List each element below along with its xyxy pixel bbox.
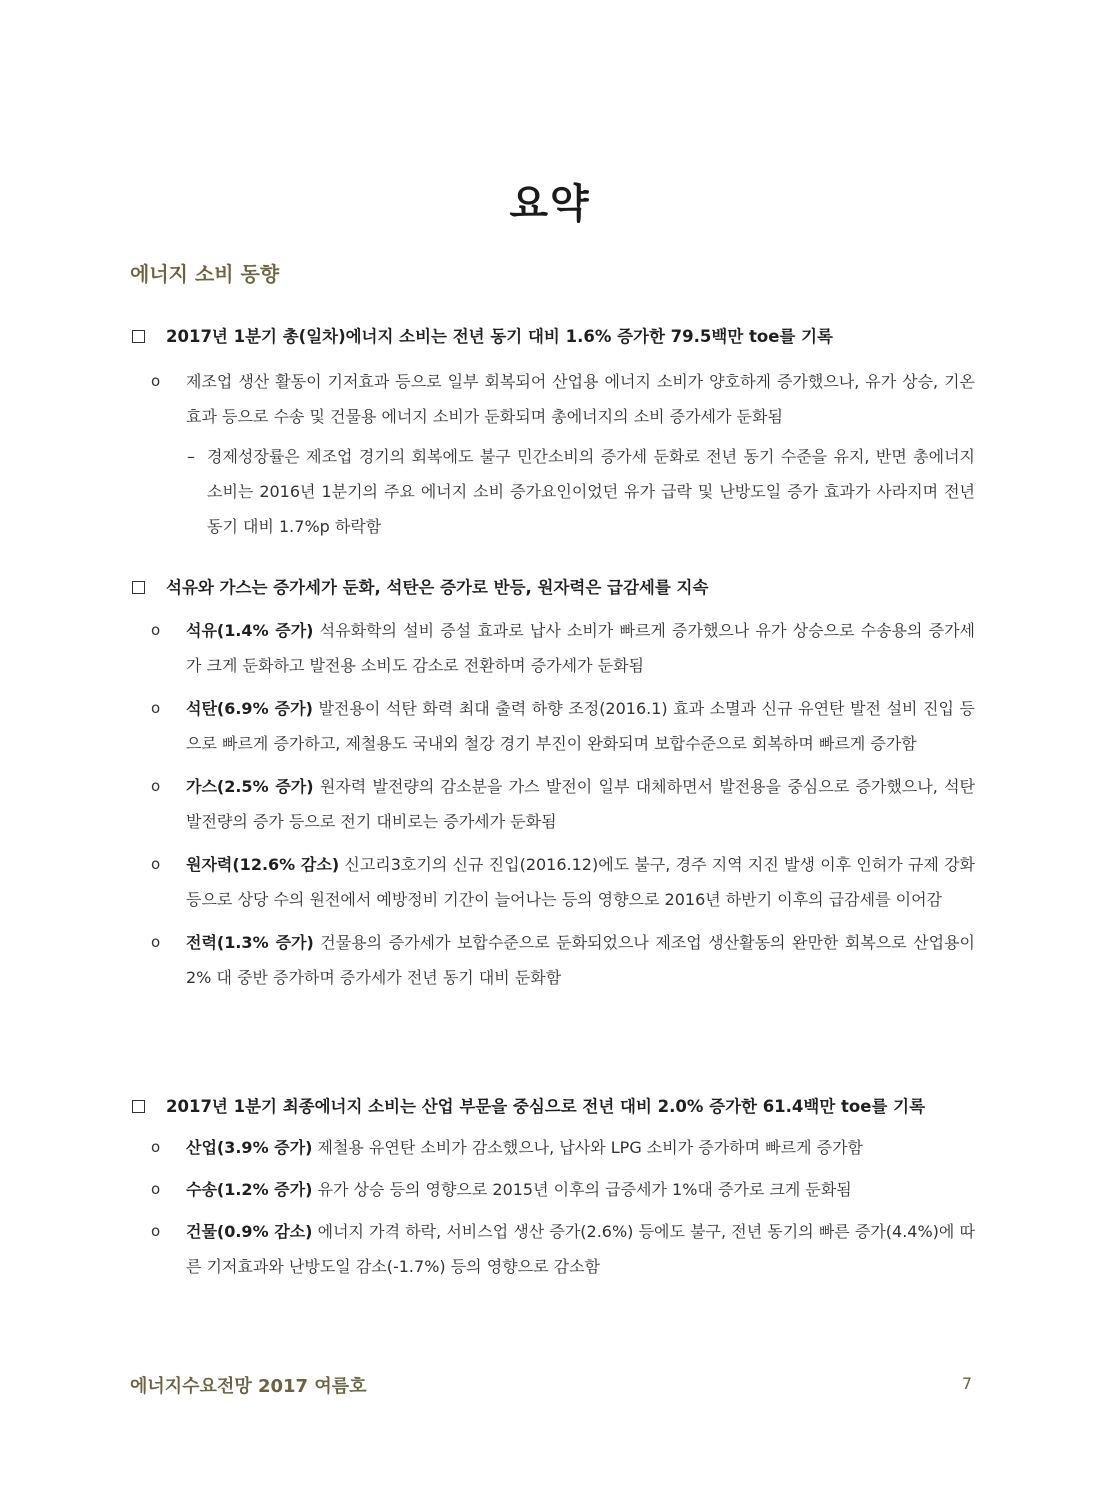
list-item-label: 석유(1.4% 증가) — [186, 621, 314, 640]
list-item — [130, 691, 975, 761]
list-item-text: 발전용이 석탄 화력 최대 출력 하향 조정(2016.1) 효과 소멸과 신규 유연탄 발전 설비 진입 등으로 빠르게 증가하고, 제철용도 국내외 철강 경기 부진이 완화되며 보합수준으로 회복하며 빠르게 증가함 — [186, 699, 975, 753]
section-1-heading — [130, 322, 975, 352]
list-item-label: 건물(0.9% 감소) — [186, 1222, 313, 1241]
list-item-text: 유가 상승 등의 영향으로 2015년 이후의 급증세가 1%대 증가로 크게 둔화됨 — [312, 1180, 852, 1199]
list-item-label: 수송(1.2% 증가) — [186, 1180, 313, 1199]
circle-bullet-icon: ο — [151, 855, 161, 873]
section-2-heading — [130, 573, 975, 603]
circle-bullet-icon: ο — [151, 1180, 161, 1198]
checkbox-square-icon — [132, 330, 145, 343]
page-number: 7 — [961, 1374, 972, 1393]
section-3-heading — [130, 1092, 975, 1122]
list-item-text: 에너지 가격 하락, 서비스업 생산 증가(2.6%) 등에도 불구, 전년 동기의 빠른 증가(4.4%)에 따른 기저효과와 난방도일 감소(-1.7%) 등의 영향으로 감소함 — [186, 1222, 975, 1276]
list-item-label: 가스(2.5% 증가) — [186, 777, 314, 796]
sub-list-item-text: 경제성장률은 제조업 경기의 회복에도 불구 민간소비의 증가세 둔화로 전년 동기 수준을 유지, 반면 총에너지 소비는 2016년 1분기의 주요 에너지 소비 증가요인이었던 유가 급락 및 난방도일 증가 효과가 사라지며 전년 동기 대비 1.7%p 하락함 — [207, 447, 975, 536]
list-item-text: 제철용 유연탄 소비가 감소했으나, 납사와 LPG 소비가 증가하며 빠르게 증가함 — [312, 1138, 863, 1157]
section-2 — [130, 573, 975, 995]
dash-bullet-icon: – — [187, 447, 195, 466]
section-1-heading-text: 2017년 1분기 총(일차)에너지 소비는 전년 동기 대비 1.6% 증가한 79.5백만 toe를 기록 — [166, 327, 833, 346]
list-item — [130, 847, 975, 917]
list-item-text: 석유화학의 설비 증설 효과로 납사 소비가 빠르게 증가했으나 유가 상승으로 수송용의 증가세가 크게 둔화하고 발전용 소비도 감소로 전환하며 증가세가 둔화됨 — [186, 621, 975, 675]
circle-bullet-icon: ο — [151, 372, 161, 390]
section-heading: 에너지 소비 동향 — [130, 262, 280, 286]
section-2-heading-text: 석유와 가스는 증가세가 둔화, 석탄은 증가로 반등, 원자력은 급감세를 지속 — [166, 578, 709, 597]
list-item — [130, 364, 975, 434]
circle-bullet-icon: ο — [151, 933, 161, 951]
section-3-heading-text: 2017년 1분기 최종에너지 소비는 산업 부문을 중심으로 전년 대비 2.0% 증가한 61.4백만 toe를 기록 — [166, 1097, 926, 1116]
section-3 — [130, 1092, 975, 1284]
list-item-text: 신고리3호기의 신규 진입(2016.12)에도 불구, 경주 지역 지진 발생 이후 인허가 규제 강화 등으로 상당 수의 원전에서 예방정비 기간이 늘어나는 등의 영향으로 2016년 하반기 이후의 급감세를 이어감 — [186, 855, 975, 909]
checkbox-square-icon — [132, 1100, 145, 1113]
list-item-label: 원자력(12.6% 감소) — [186, 855, 340, 874]
list-item — [130, 613, 975, 683]
list-item-text: 건물용의 증가세가 보합수준으로 둔화되었으나 제조업 생산활동의 완만한 회복으로 산업용이 2% 대 중반 증가하며 증가세가 전년 동기 대비 둔화함 — [186, 933, 975, 987]
list-item-text: 원자력 발전량의 감소분을 가스 발전이 일부 대체하면서 발전용을 중심으로 증가했으나, 석탄 발전량의 증가 등으로 전기 대비로는 증가세가 둔화됨 — [186, 777, 975, 831]
list-item — [130, 925, 975, 995]
list-item — [130, 769, 975, 839]
list-item-label: 석탄(6.9% 증가) — [186, 699, 313, 718]
circle-bullet-icon: ο — [151, 621, 161, 639]
checkbox-square-icon — [132, 581, 145, 594]
page-title: 요약 — [509, 181, 591, 227]
footer-publication: 에너지수요전망 2017 여름호 — [130, 1376, 367, 1397]
list-item — [130, 1214, 975, 1284]
list-item — [130, 1172, 975, 1207]
list-item-text: 제조업 생산 활동이 기저효과 등으로 일부 회복되어 산업용 에너지 소비가 양호하게 증가했으나, 유가 상승, 기온 효과 등으로 수송 및 건물용 에너지 소비가 둔화되며 총에너지의 소비 증가세가 둔화됨 — [186, 372, 975, 426]
circle-bullet-icon: ο — [151, 699, 161, 717]
circle-bullet-icon: ο — [151, 1222, 161, 1240]
circle-bullet-icon: ο — [151, 777, 161, 795]
list-item-label: 전력(1.3% 증가) — [186, 933, 314, 952]
sub-list-item — [130, 439, 975, 544]
circle-bullet-icon: ο — [151, 1138, 161, 1156]
list-item-label: 산업(3.9% 증가) — [186, 1138, 313, 1157]
list-item — [130, 1130, 975, 1165]
section-1 — [130, 322, 975, 544]
